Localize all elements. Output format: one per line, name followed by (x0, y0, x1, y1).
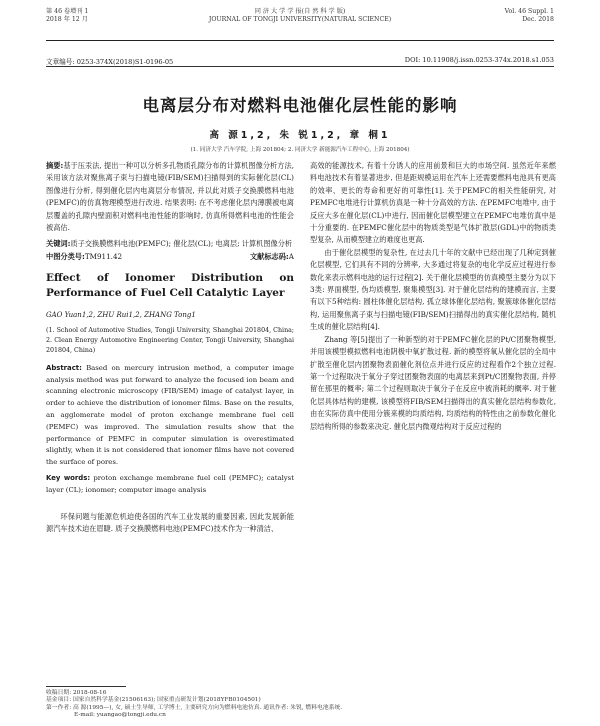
footnote-email: E-mail: yuangao@tongji.edu.cn (74, 712, 166, 719)
header-rule (46, 40, 554, 41)
affiliation-zh: (1. 同济大学 汽车学院, 上海 201804; 2. 同济大学 新能源汽车工程中心, 上海 201804) (190, 147, 410, 153)
article-number: 文章编号: 0253-374X(2018)S1-0196-05 (46, 58, 174, 66)
body-paragraph-2: 由于催化层模型的复杂性, 在过去几十年的文献中已经出现了几种定到催化层模型, 它们具有不同的分辨率, 大多通过将复杂的电化学反应过程进行参数化来表示燃料电池的运行过程[2]. 关于催化层模型的仿真模型主要分为以下3类: 界面模型, 伪均质模型, 聚集模型[3]. 对于催化层结构的建模而言, 主要有以下5种结构: 圆柱体催化层结构, 孤立球体催化层结构, 聚簇球体催化层结构, 运用聚焦离子束与扫描电镜(FIB/SEM)扫描得出的真实催化层结构, 随机生成的催化层结构[4]. (310, 247, 556, 332)
header-journal (46, 8, 554, 24)
clc-label: 中图分类号: (46, 251, 85, 261)
header-volume-en (505, 8, 554, 24)
header-date-line: 2018 年 12 月 (46, 16, 88, 23)
authors-zh: 高 源1,2, 朱 锐1,2, 章 桐1 (209, 130, 391, 141)
footnote-fund: 基金项目: 国家自然科学基金(21506163); 国家重点研发计划(2018YFB0104501) (46, 697, 261, 704)
intro-paragraph-left: 环保问题与能源危机迫使各国的汽车工业发展的重要因素, 因此发展新能源汽车技术迫在眉睫. 质子交换膜燃料电池(PEMFC)技术作为一种清洁、 (46, 511, 294, 534)
article-id-line (46, 56, 554, 66)
keywords-zh-label: 关键词: (46, 239, 71, 249)
abstract-en (46, 363, 294, 469)
keywords-zh (46, 238, 294, 250)
title-zh: 电离层分布对燃料电池催化层性能的影响 (142, 96, 458, 115)
title-en: Effect of Ionomer Distribution on Performance of Fuel Cell Catalytic Layer (46, 272, 294, 300)
keywords-en-label: Key words: (46, 474, 91, 483)
running-header (46, 6, 554, 36)
classification-line (46, 251, 294, 263)
footnote-bio: 第一作者: 高 源(1995—), 女, 硕士生导师, 工学博士, 主要研究方向为燃料电池仿真. 通讯作者: 朱锐, 燃料电池系统. (46, 704, 343, 711)
header-journal-en: JOURNAL OF TONGJI UNIVERSITY(NATURAL SCIENCE) (208, 16, 392, 23)
body-paragraph-1: 高效的能源技术, 有着十分诱人的应用前景和巨大的市场空间. 虽然近年来燃料电池技术有着显著进步, 但是距规模运用在汽车上还需要燃料电池具有更高的效率、更长的寿命和更好的可靠性[1]. 关于PEMFC的相关性能研究, 对PEMFC电堆进行计算机仿真是一种十分高效的方法. 在PEMFC电堆中, 由于反应大多在催化层(CL)中进行, 因而催化层模型建立在PEMFC电堆仿真中是十分重要的. 在PEMFC催化层中的物质类型是气体扩散层(GDL)中的物质类型复杂, 从而模型建立的难度也更高. (310, 161, 556, 245)
doc-code (250, 251, 294, 263)
authors-en: GAO Yuan1,2, ZHU Rui1,2, ZHANG Tong1 (46, 311, 196, 320)
right-column (310, 160, 556, 433)
footnote-received: 收稿日期: 2018-08-16 (46, 690, 107, 696)
header-volume-line: 第 46 卷增刊 1 (46, 8, 89, 15)
left-column (46, 160, 294, 535)
abstract-en-label: Abstract: (46, 363, 82, 372)
abstract-zh-text: 基于压汞法, 提出一种可以分析多孔物质孔隙分布的计算机图像分析方法, 采用该方法对聚焦离子束与扫描电镜(FIB/SEM)扫描得到的实际催化层(CL)图像进行分析, 得到催化层内电离层分布情况, 并以此对质子交换膜燃料电池(PEMFC)的仿真物理模型进行改进. 结果表明: 在不考虑催化层内薄膜被电离层覆盖的孔隙内壁面积对燃料电池性能的影响时, 仿真所得燃料电池的性能会被高估. (46, 161, 294, 233)
footnote-rule (46, 686, 126, 687)
doi: DOI: 10.11908/j.issn.0253-374x.2018.s1.053 (404, 56, 554, 64)
keywords-en-text: proton exchange membrane fuel cell (PEMFC); catalyst layer (CL); ionomer; computer image analysis (46, 474, 294, 494)
keywords-en (46, 473, 294, 497)
abstract-zh-label: 摘要: (46, 161, 64, 170)
doc-code-label: 文献标志码: (249, 251, 289, 261)
body-paragraph-3: Zhang 等[5]提出了一种新型的对于PEMFC催化层的Pt/C团聚物模型, 并用该模型模拟燃料电池阴极中氧扩散过程. 新的模型将氧从催化层的全局中扩散至催化层内团聚物表面催化剂位点并进行反应的过程看作2个独立过程. 第一个过程取决于氧分子穿过团聚物表面的电离层来到Pt/C团聚物表面, 并停留在那里的概率; 第二个过程则取决于氧分子在反应中被消耗的概率. 对于催化层具体结构的建模, 该模型将FIB/SEM扫描得出的真实催化层结构参数化, 由在实际仿真中使用分簇来模的均质结构, 均质结构的特性由之前参数化催化层结构所得的参数来决定. 催化层内微观结构对于反应过程的 (310, 334, 556, 431)
abstract-en-text: Based on mercury intrusion method, a computer image analysis method was put forward to analyze the focused ion beam and scanning electronic microscopy (FIB/SEM) image of catalyst layer, in order to achieve the distribution of ionomer films. Base on the results, an agglomerate model of proton exchange membrane fuel cell (PEMFC) was improved. The simulation results show that the performance of PEMFC in computer simulation is overestimated slightly, when it is not considered that ionomer films have not covered the surface of pores. (46, 363, 294, 467)
header-vol-en-line: Vol. 46 Suppl. 1 (504, 8, 554, 15)
abstract-zh (46, 160, 294, 234)
header-date-en-line: Dec. 2018 (522, 16, 554, 23)
header-journal-zh: 同 济 大 学 学 报(自 然 科 学 版) (254, 8, 346, 15)
affiliation-en: (1. School of Automotive Studies, Tongji University, Shanghai 201804, China; 2. Clean Energy Automotive Engineering Center, Tongji University, Shanghai 201804, China) (46, 326, 294, 355)
article-rule (46, 66, 554, 67)
keywords-zh-text: 质子交换膜燃料电池(PEMFC); 催化层(CL); 电离层; 计算机图像分析 (70, 239, 293, 249)
footnote (46, 690, 556, 720)
doc-code-value: A (288, 251, 294, 261)
clc-value: TM911.42 (84, 251, 123, 261)
